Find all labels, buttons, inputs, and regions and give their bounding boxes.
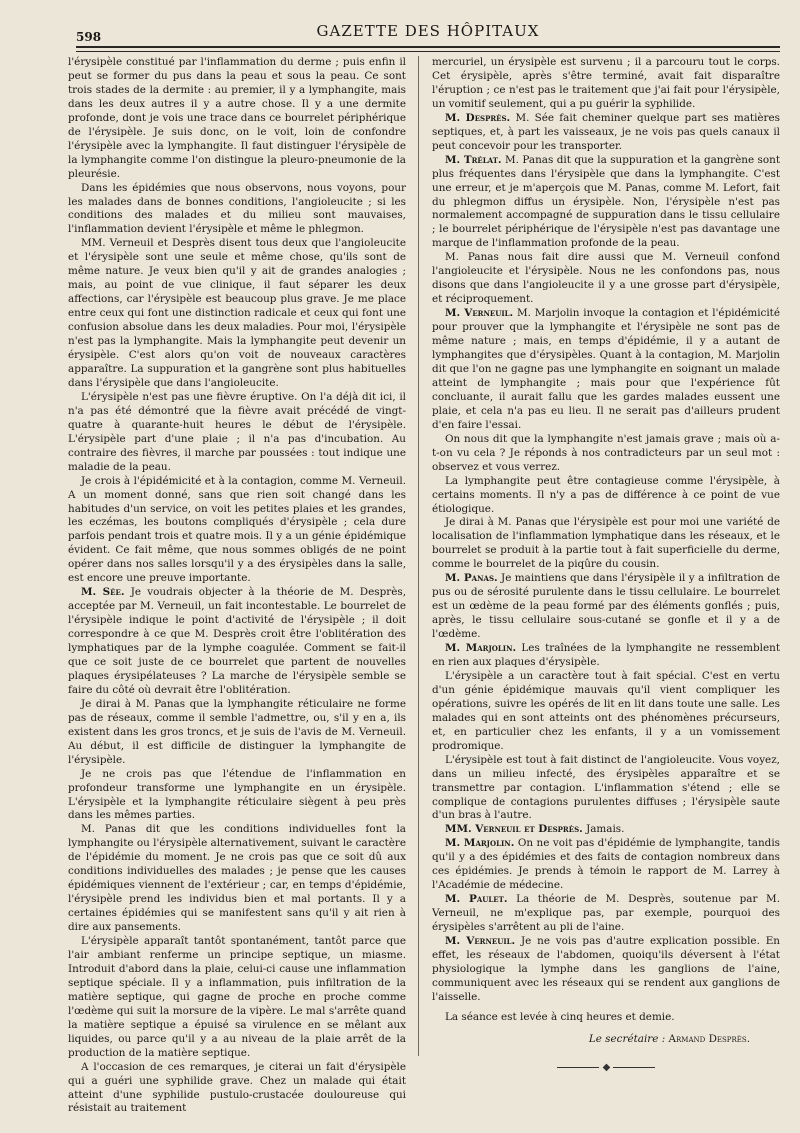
- paragraph-text: l'érysipèle constitué par l'inflammation du derme ; puis enfin il peut se former du pus dans la peau et sous la peau. Ce sont trois stades de la dermite : au premier, il y a lymphangite, mais dans les deux autres il y a autre chose. Il y a une dermite profonde, dont je vois une trace dans ce bourrelet périphérique de l'érysipèle. Je suis donc, on le voit, loin de confondre l'érysipèle avec la lymphangite. Il faut distinguer l'érysipèle de la lymphangite comme l'on distingue la pleuro-pneumonie de la pleurésie.: [68, 56, 406, 180]
- paragraph: [68, 935, 406, 1061]
- paragraph: [432, 1011, 780, 1025]
- speaker-name: M. Verneuil.: [445, 307, 514, 320]
- paragraph-text: M. Marjolin invoque la contagion et l'épidémicité pour prouver que la lymphangite et l'érysipèle ne sont pas de même nature ; mais, en temps d'épidémie, il y a autant de lymphangites que d'érysipèles. Quant à la contagion, M. Marjolin dit que l'on ne gagne pas une lymphangite en soignant un malade atteint de lymphangite ; mais pour que l'expérience fût concluante, il aurait fallu que les gardes malades eussent une plaie, et cela n'a pas eu lieu. Il ne serait pas d'ailleurs prudent d'en faire l'essai.: [432, 307, 780, 431]
- paragraph-text: M. Sée fait cheminer quelque part ses matières septiques, et, à part les vaisseaux, je ne vois pas quels canaux il peut concevoir pour les transporter.: [432, 111, 780, 152]
- paragraph-text: Je maintiens que dans l'érysipèle il y a infiltration de pus ou de sérosité purulente dans le tissu cellulaire. Le bourrelet est un œdème de la peau formé par des éléments gonflés ; puis, après, le tissu cellulaire sous-cutané se gonfle et il y a de l'œdème.: [432, 572, 781, 641]
- paragraph-text: Je dirai à M. Panas que la lymphangite réticulaire ne forme pas de réseaux, comme il semble l'admettre, ou, s'il y en a, ils existent dans les gros troncs, et je suis de l'avis de M. Verneuil. Au début, il est difficile de distinguer la lymphangite de l'érysipèle.: [68, 697, 406, 766]
- paragraph: [432, 251, 780, 307]
- speaker-name: M. Sée.: [81, 586, 125, 599]
- right-column: [432, 56, 780, 1075]
- paragraph: [432, 670, 780, 754]
- paragraph-text: On nous dit que la lymphangite n'est jamais grave ; mais où a-t-on vu cela ? Je réponds à nos contradicteurs par un seul mot : observez et vous verrez.: [432, 432, 780, 473]
- paragraph-text: La lymphangite peut être contagieuse comme l'érysipèle, à certains moments. Il n'y a pas de différence à ce point de vue étiologique.: [432, 474, 780, 515]
- paragraph: [68, 56, 406, 182]
- paragraph: [432, 154, 780, 252]
- speaker-name: M. Paulet.: [445, 893, 508, 906]
- paragraph: [432, 893, 780, 935]
- paragraph-text: On ne voit pas d'épidémie de lymphangite, tandis qu'il y a des épidémies et des faits de contagion nombreux dans ces épidémies. Je prends à témoin le rapport de M. Larrey à l'Académie de médecine.: [432, 837, 780, 892]
- paragraph: [68, 237, 406, 390]
- paragraph-text: L'érysipèle n'est pas une fièvre éruptive. On l'a déjà dit ici, il n'a pas été démontré que la fièvre avait précédé de vingt-quatre à quarante-huit heures le début de l'érysipèle. L'érysipèle part d'une plaie ; il n'a pas d'incubation. Au contraire des fièvres, il marche par poussées : tout indique une maladie de la peau.: [68, 390, 406, 473]
- paragraph: [432, 642, 780, 670]
- paragraph-text: La séance est levée à cinq heures et demie.: [445, 1010, 675, 1023]
- paragraph-text: Je crois à l'épidémicité et à la contagion, comme M. Verneuil. A un moment donné, sans que rien soit changé dans les habitudes d'un service, on voit les petites plaies et les grandes, les eczémas, les boutons compliqués d'érysipèle ; cela dure parfois pendant trois et quatre mois. Il y a un génie épidémique évident. Ce fait même, que nous sommes obligés de ne point opérer dans nos salles lorsqu'il y a des érysipèles dans la salle, est encore une preuve importante.: [68, 474, 406, 585]
- paragraph: [68, 823, 406, 935]
- signature-role: Le secrétaire :: [588, 1032, 666, 1045]
- paragraph-text: A l'occasion de ces remarques, je citerai un fait d'érysipèle qui a guéri une syphilide grave. Chez un malade qui était atteint d'une syphilide pustulo-crustacée douloureuse qui résistait au traitement: [68, 1060, 406, 1115]
- header-rule: [76, 46, 780, 52]
- paragraph: [432, 307, 780, 433]
- speaker-name: M. Panas.: [445, 572, 498, 585]
- paragraph: [432, 754, 780, 824]
- paragraph-text: Les traînées de la lymphangite ne ressemblent en rien aux plaques d'érysipèle.: [432, 642, 781, 668]
- paragraph: [68, 391, 406, 475]
- paragraph: [68, 1061, 406, 1117]
- paragraph: [68, 768, 406, 824]
- speaker-name: MM. Verneuil et Desprès.: [445, 823, 583, 836]
- paragraph: [68, 475, 406, 587]
- end-ornament: ◆: [541, 1061, 671, 1075]
- paragraph-text: L'érysipèle a un caractère tout à fait spécial. C'est en vertu d'un génie épidémique mauvais qu'il vient compliquer les opérations, suivre les opérés de lit en lit dans toute une salle. Les malades qui en sont atteints ont des phénomènes précurseurs, et, en particulier chez les enfants, il y a un vomissement prodromique.: [432, 669, 780, 752]
- signature-name: Armand Desprès.: [668, 1032, 750, 1045]
- paragraph: [68, 586, 406, 698]
- paragraph-text: Jamais.: [582, 823, 625, 836]
- paragraph: [432, 112, 780, 154]
- speaker-name: M. Desprès.: [445, 111, 511, 124]
- paragraph-text: Je voudrais objecter à la théorie de M. Desprès, acceptée par M. Verneuil, un fait incontestable. Le bourrelet de l'érysipèle indique le point d'activité de l'érysipèle ; il doit correspondre à ce que M. Desprès croit être l'oblitération des lymphatiques par de la lymphe coagulée. Comment se fait-il que ce soit juste de ce bourrelet que partent de nouvelles plaques érysipélateuses ? La marche de l'érysipèle semble se faire du côté où devrait être l'oblitération.: [68, 586, 406, 696]
- paragraph: [68, 182, 406, 238]
- paragraph-text: La théorie de M. Desprès, soutenue par M. Verneuil, ne m'explique pas, par exemple, pourquoi des érysipèles s'arrêtent au pli de l'aine.: [432, 893, 780, 934]
- paragraph: [432, 56, 780, 112]
- paragraph-text: M. Panas dit que la suppuration et la gangrène sont plus fréquentes dans l'érysipèle que dans la lymphangite. C'est une erreur, et je m'aperçois que M. Panas, comme M. Lefort, fait du phlegmon diffus un érysipèle. Non, l'érysipèle n'est pas normalement accompagné de suppuration dans le tissu cellulaire ; le bourrelet périphérique de l'érysipèle n'est pas davantage une marque de l'inflammation profonde de la peau.: [432, 153, 780, 250]
- speaker-name: M. Marjolin.: [445, 837, 515, 850]
- paragraph: [432, 837, 780, 893]
- running-title: GAZETTE DES HÔPITAUX: [316, 22, 540, 40]
- secretary-signature: [432, 1033, 780, 1047]
- paragraph: [432, 516, 780, 572]
- paragraph-text: mercuriel, un érysipèle est survenu ; il a parcouru tout le corps. Cet érysipèle, après s'être terminé, avait fait disparaître l'éruption ; ce n'est pas le traitement que j'ai fait pour l'érysipèle, un vomitif seulement, qui a pu guérir la syphilide.: [432, 56, 780, 110]
- paragraph: [68, 698, 406, 768]
- page-header: [76, 18, 780, 48]
- paragraph-text: MM. Verneuil et Desprès disent tous deux que l'angioleucite et l'érysipèle sont une seule et même chose, qu'ils sont de même nature. Je veux bien qu'il y ait de grandes analogies ; mais, au point de vue clinique, il faut séparer les deux affections, car l'érysipèle est beaucoup plus grave. Je me place entre ceux qui font une distinction radicale et ceux qui font une confusion absolue dans les deux maladies. Pour moi, l'érysipèle n'est pas la lymphangite. Mais la lymphangite peut devenir un érysipèle. C'est alors qu'on voit de nouveaux caractères apparaître. La suppuration et la gangrène sont plus habituelles dans l'érysipèle que dans l'angioleucite.: [68, 237, 406, 389]
- paragraph: [432, 433, 780, 475]
- paragraph: [432, 935, 780, 1005]
- speaker-name: M. Trélat.: [445, 153, 502, 166]
- paragraph-text: Je ne crois pas que l'étendue de l'inflammation en profondeur transforme une lymphangite en un érysipèle. L'érysipèle et la lymphangite réticulaire siègent à peu près dans les mêmes parties.: [68, 767, 406, 822]
- left-column: [68, 56, 406, 1116]
- paragraph-text: M. Panas nous fait dire aussi que M. Verneuil confond l'angioleucite et l'érysipèle. Nous ne les confondons pas, nous disons que dans l'angioleucite il y a une grosse part d'érysipèle, et réciproquement.: [432, 251, 780, 306]
- paragraph-text: L'érysipèle apparaît tantôt spontanément, tantôt parce que l'air ambiant renferme un principe septique, un miasme. Introduit d'abord dans la plaie, celui-ci cause une inflammation septique spéciale. Il y a inflammation, puis infiltration de la matière septique, qui gagne de proche en proche comme l'œdème qui suit la morsure de la vipère. Le mal s'arrête quand la matière septique a épuisé sa virulence en se mêlant aux liquides, ou parce qu'il y a au niveau de la plaie arrêt de la production de la matière septique.: [68, 935, 406, 1059]
- paragraph-text: Dans les épidémies que nous observons, nous voyons, pour les malades dans de bonnes conditions, l'angioleucite ; si les conditions des malades et du milieu sont mauvaises, l'inflammation devient l'érysipèle et même le phlegmon.: [68, 181, 406, 236]
- speaker-name: M. Marjolin.: [445, 642, 517, 655]
- paragraph: [432, 475, 780, 517]
- paragraph-text: Je dirai à M. Panas que l'érysipèle est pour moi une variété de localisation de l'inflammation lymphatique dans les réseaux, et le bourrelet se produit à la partie tout à fait superficielle du derme, comme le bourrelet de la piqûre du cousin.: [432, 516, 780, 571]
- paragraph-text: M. Panas dit que les conditions individuelles font la lymphangite ou l'érysipèle alternativement, suivant le caractère de l'épidémie du moment. Je ne crois pas que ce soit dû aux conditions individuelles des malades ; je pense que les causes épidémiques viennent de l'extérieur ; car, en temps d'épidémie, l'érysipèle prend les individus bien et mal portants. Il y a certaines épidémies qui se manifestent sans qu'il y ait rien à dire aux pansements.: [68, 823, 407, 934]
- paragraph: [432, 823, 780, 837]
- speaker-name: M. Verneuil.: [445, 935, 516, 948]
- column-divider: [418, 56, 419, 1056]
- page-number: 598: [76, 30, 102, 44]
- paragraph: [432, 572, 780, 642]
- paragraph-text: Je ne vois pas d'autre explication possible. En effet, les réseaux de l'abdomen, quoiqu'ils déversent à l'état physiologique la lymphe dans les ganglions de l'aine, communiquent avec les réseaux qui se rendent aux ganglions de l'aisselle.: [432, 935, 780, 1003]
- paragraph-text: L'érysipèle est tout à fait distinct de l'angioleucite. Vous voyez, dans un milieu infecté, des érysipèles apparaître et se transmettre par contagion. L'inflammation s'étend ; elle se complique de contagions purulentes diffuses ; l'érysipèle saute d'un bras à l'autre.: [432, 753, 780, 822]
